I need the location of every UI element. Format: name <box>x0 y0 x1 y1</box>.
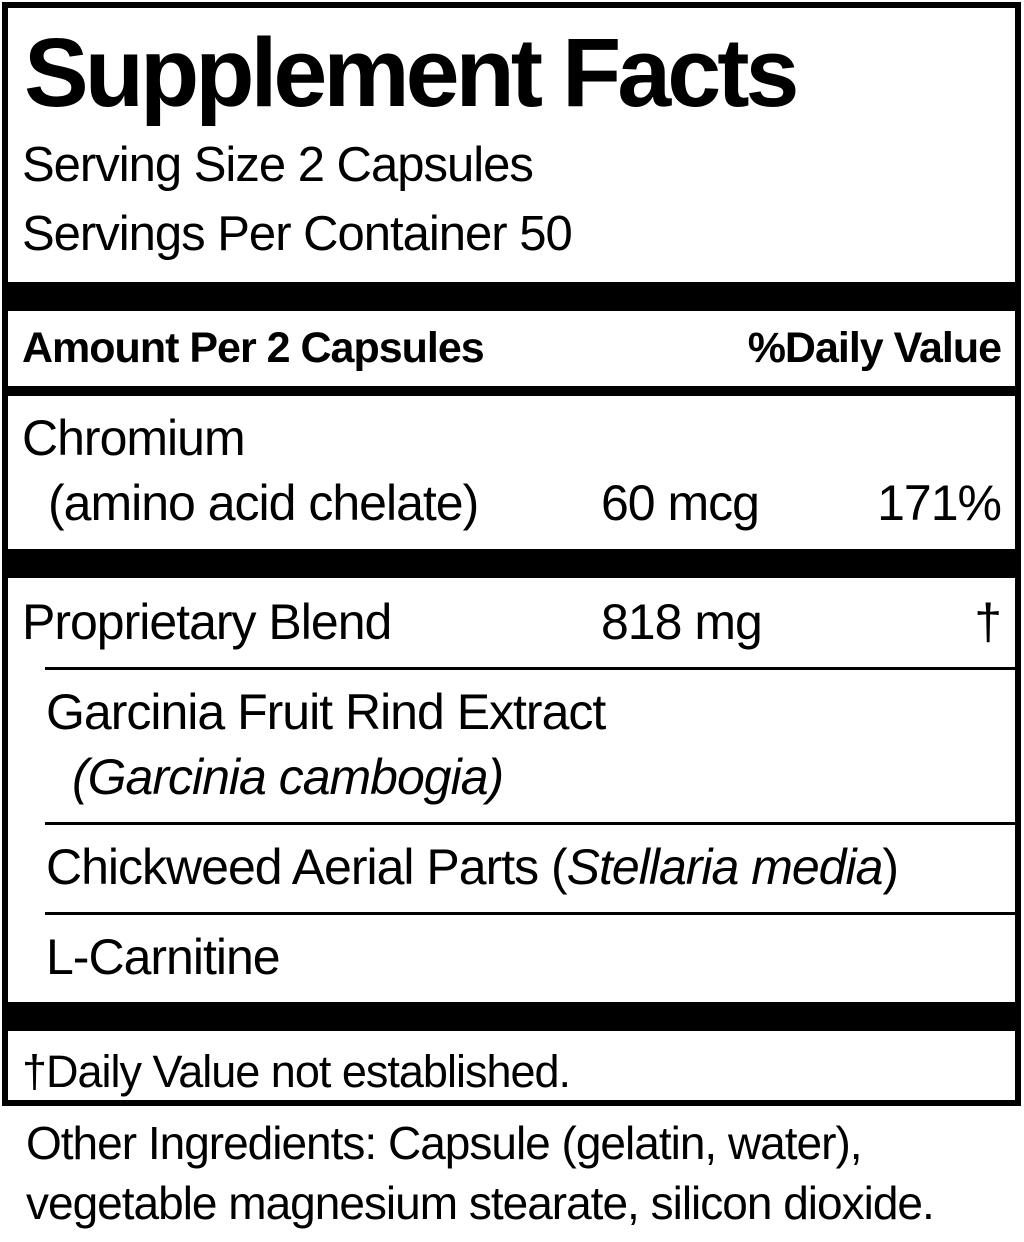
blend-amount: 818 mg <box>601 593 762 650</box>
amount-column-header: Amount Per 2 Capsules <box>22 324 484 373</box>
blend-ingredient-garcinia <box>22 680 1001 810</box>
nutrient-amount: 60 mcg <box>601 474 759 531</box>
ingredient-binomial: Stellaria media <box>566 838 883 895</box>
supplement-facts-panel <box>2 2 1021 1106</box>
binomial-open-paren: ( <box>538 838 567 895</box>
nutrient-name: Chromium <box>22 409 245 466</box>
blend-daily-value-dagger: † <box>974 593 1001 650</box>
divider-thin-1 <box>45 667 1015 670</box>
nutrient-row-chromium <box>22 406 1001 536</box>
binomial-close-paren: ) <box>882 838 899 895</box>
divider-thick-middle <box>8 549 1015 578</box>
divider-medium-header <box>8 386 1015 396</box>
other-ingredients-line-1: Other Ingredients: Capsule (gelatin, water), <box>26 1117 862 1169</box>
ingredient-name: L-Carnitine <box>46 928 280 985</box>
nutrient-daily-value: 171% <box>877 474 1001 531</box>
panel-title: Supplement Facts <box>24 18 796 127</box>
divider-thin-3 <box>45 912 1015 915</box>
serving-size: Serving Size 2 Capsules <box>22 138 533 192</box>
nutrient-row-proprietary-blend <box>22 590 1001 655</box>
other-ingredients-line-2: vegetable magnesium stearate, silicon dioxide. <box>26 1176 934 1229</box>
divider-thin-2 <box>45 822 1015 825</box>
other-ingredients <box>26 1114 998 1234</box>
divider-thick-bottom <box>8 1002 1015 1031</box>
nutrient-detail: (amino acid chelate) <box>48 474 479 531</box>
blend-name: Proprietary Blend <box>22 593 392 650</box>
blend-ingredient-chickweed <box>22 835 1001 900</box>
divider-thick-top <box>8 282 1015 311</box>
ingredient-binomial: (Garcinia cambogia) <box>72 748 504 805</box>
serving-info <box>22 131 1001 268</box>
ingredient-name: Garcinia Fruit Rind Extract <box>46 683 606 740</box>
column-header-row <box>22 324 1001 373</box>
servings-per-container: Servings Per Container 50 <box>22 206 572 261</box>
daily-value-column-header: %Daily Value <box>747 324 1001 373</box>
daily-value-footnote: †Daily Value not established. <box>22 1045 571 1097</box>
ingredient-name: Chickweed Aerial Parts <box>46 838 539 895</box>
blend-ingredient-l-carnitine <box>22 925 1001 990</box>
nutrient-detail-line <box>22 471 1001 536</box>
